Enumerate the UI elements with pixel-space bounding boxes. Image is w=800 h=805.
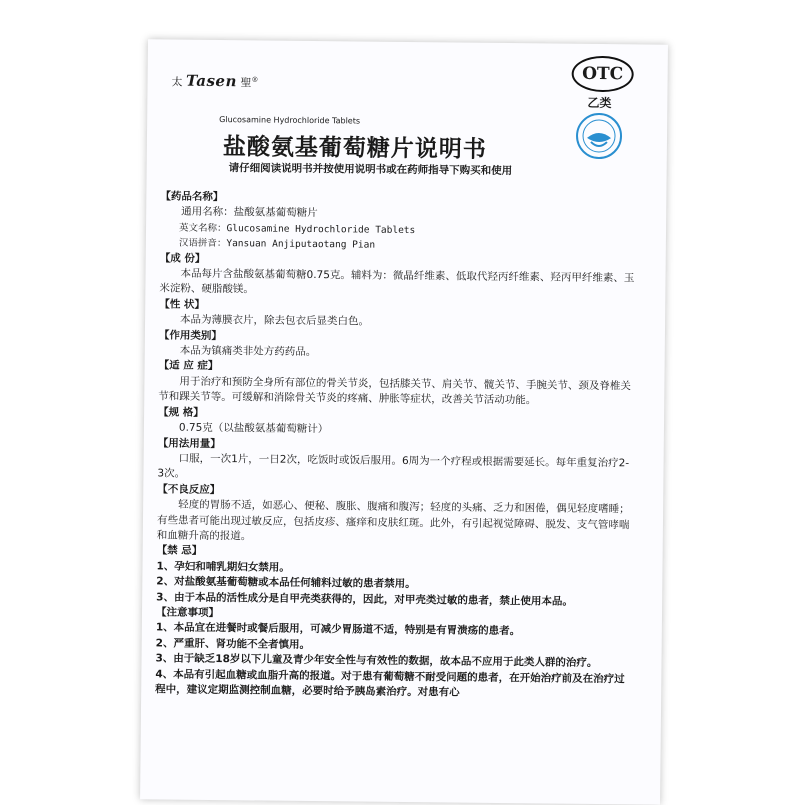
precaution-item: 1、本品宜在进餐时或餐后服用，可减少胃肠道不适，特别是有胃溃疡的患者。 bbox=[155, 621, 521, 638]
precaution-item: 3、由于缺乏18岁以下儿童及青少年安全性与有效性的数据，故本品不应用于此类人群的治疗。 bbox=[155, 652, 598, 670]
brand-char-right: 聖 bbox=[240, 76, 252, 90]
contraindication-item: 3、由于本品的活性成分是自甲壳类获得的，因此，对甲壳类过敏的患者，禁止使用本品。 bbox=[156, 590, 574, 608]
indications-text: 用于治疗和预防全身所有部位的骨关节炎，包括膝关节、肩关节、髋关节、手腕关节、颈及脊椎关节和踝关节等。可缓解和消除骨关节炎的疼痛、肿胀等症状，改善关节活动功能。 bbox=[158, 375, 631, 407]
page-title: 盐酸氨基葡萄糖片说明书 bbox=[222, 134, 488, 163]
leaflet-body bbox=[155, 189, 638, 702]
contraindication-item: 2、对盐酸氨基葡萄糖或本品任何辅料过敏的患者禁用。 bbox=[156, 575, 416, 591]
section-heading-drug-name: 【药品名称】 bbox=[160, 190, 224, 204]
composition-text: 本品每片含盐酸氨基葡萄糖0.75克。辅料为：微晶纤维素、低取代羟丙纤维素、羟丙甲纤维素、玉米淀粉、硬脂酸镁。 bbox=[159, 267, 635, 296]
section-heading-description: 【性 状】 bbox=[159, 298, 205, 311]
dosage-text: 口服，一次1片，一日2次，吃饭时或饭后服用。6周为一个疗程或根据需要延长。每年重复治疗2-3次。 bbox=[157, 452, 630, 481]
section-heading-adverse: 【不良反应】 bbox=[157, 483, 221, 496]
category-text: 本品为镇痛类非处方药药品。 bbox=[179, 344, 317, 359]
brand-script: Tasen bbox=[185, 71, 238, 91]
section-heading-indications: 【适 应 症】 bbox=[158, 359, 219, 373]
purchase-warning: 请仔细阅读说明书并按使用说明书或在药师指导下购买和使用 bbox=[228, 162, 513, 178]
otc-category: 乙类 bbox=[587, 95, 612, 111]
english-name: 英文名称：Glucosamine Hydrochloride Tablets bbox=[178, 222, 416, 236]
adverse-text: 轻度的胃肠不适，如恶心、便秘、腹胀、腹痛和腹泻；轻度的头痛、乏力和困倦，偶见轻度嗜睡；有些患者可能出现过敏反应，包括皮疹、瘙痒和皮肤红斑。此外，有引起视觉障碍、脱发、支气管哮喘和血糖升高的报道。 bbox=[156, 498, 630, 543]
precaution-item: 4、本品有引起血糖或血脂升高的报道。对于患有葡萄糖不耐受问题的患者，在开始治疗前及在治疗过程中，建议定期监测控制血糖，必要时给予胰岛素治疗。对患有心 bbox=[155, 667, 625, 699]
section-heading-category: 【作用类别】 bbox=[158, 329, 222, 342]
section-heading-precautions: 【注意事项】 bbox=[155, 606, 220, 620]
description-text: 本品为薄膜衣片，除去包衣后显类白色。 bbox=[180, 313, 370, 328]
contraindication-item: 1、孕妇和哺乳期妇女禁用。 bbox=[156, 560, 290, 574]
section-heading-composition: 【成 份】 bbox=[159, 252, 206, 265]
pinyin-name: 汉语拼音：Yansuan Anjiputaotang Pian bbox=[178, 237, 376, 251]
section-heading-contraindications: 【禁 忌】 bbox=[156, 544, 203, 558]
section-heading-specification: 【规 格】 bbox=[158, 406, 204, 419]
precaution-item: 2、严重肝、肾功能不全者慎用。 bbox=[155, 637, 311, 651]
brand-char-left: 太 bbox=[171, 75, 183, 89]
specification-text: 0.75克（以盐酸氨基葡萄糖计） bbox=[178, 421, 329, 436]
brand-logo bbox=[171, 72, 258, 91]
otc-badge: OTC bbox=[571, 56, 633, 93]
otc-seal-icon bbox=[575, 112, 624, 164]
registered-mark: ® bbox=[251, 75, 259, 84]
generic-name: 通用名称：盐酸氨基葡萄糖片 bbox=[181, 206, 318, 220]
title-english: Glucosamine Hydrochloride Tablets bbox=[219, 115, 361, 126]
leaflet-sheet bbox=[140, 39, 668, 804]
section-heading-dosage: 【用法用量】 bbox=[157, 436, 221, 450]
